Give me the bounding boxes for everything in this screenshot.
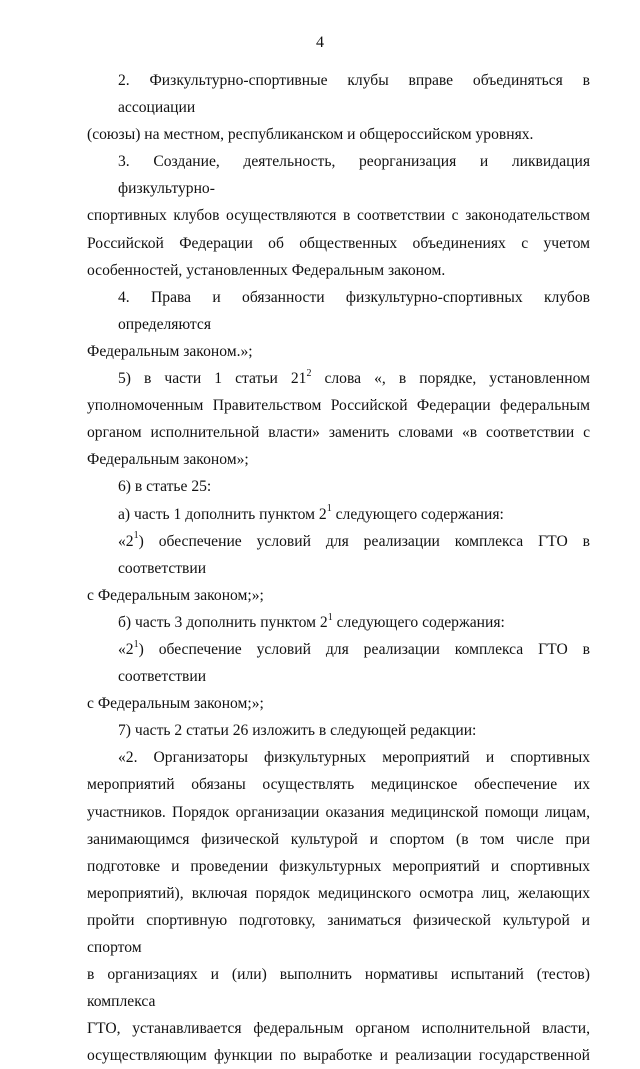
text-line: мероприятий), включая порядок медицинского осмотра лиц, желающих xyxy=(87,884,590,902)
text-line: 2. Физкультурно-спортивные клубы вправе объединяться в ассоциации xyxy=(118,72,590,117)
text-line xyxy=(87,528,590,582)
paragraph-quote-2-1-second xyxy=(87,636,590,717)
text-line: 3. Создание, деятельность, реорганизация и ликвидация физкультурно- xyxy=(118,153,590,198)
paragraph-b-part-3 xyxy=(87,609,590,636)
text-line xyxy=(87,501,590,528)
superscript: 1 xyxy=(326,503,332,515)
text-line: в организациях и (или) выполнить нормативы испытаний (тестов) комплекса xyxy=(87,966,590,1011)
text-fragment: «2 xyxy=(118,640,134,658)
text-line: подготовке и проведении физкультурных мероприятий и спортивных xyxy=(87,857,590,875)
paragraph-7-article-26 xyxy=(87,717,590,744)
paragraph-a-part-1 xyxy=(87,501,590,528)
text-line: «2. Организаторы физкультурных мероприятий и спортивных xyxy=(118,749,590,767)
text-fragment: б) часть 3 дополнить пунктом 2 xyxy=(118,613,328,631)
text-line: с Федеральным законом;»; xyxy=(87,586,264,604)
text-line: Федеральным законом.»; xyxy=(87,342,253,360)
paragraph-6-article-25 xyxy=(87,473,590,500)
text-line: 7) часть 2 статьи 26 изложить в следующей редакции: xyxy=(118,722,477,740)
paragraph-quote-organizers xyxy=(87,744,590,1069)
paragraph-4-rights xyxy=(87,284,590,365)
superscript: 1 xyxy=(133,638,139,650)
text-line: 4. Права и обязанности физкультурно-спортивных клубов определяются xyxy=(118,288,590,333)
text-fragment: следующего содержания: xyxy=(331,505,504,523)
paragraph-2-associations xyxy=(87,67,590,148)
text-line: мероприятий обязаны осуществлять медицинское обеспечение их xyxy=(87,776,590,794)
text-line: органом исполнительной власти» заменить словами «в соответствии с xyxy=(87,424,590,442)
text-fragment: слова «, в порядке, установленном xyxy=(311,370,590,388)
text-line: 6) в статье 25: xyxy=(118,478,212,496)
text-line: занимающимся физической культурой и спортом (в том числе при xyxy=(87,830,590,848)
text-line: пройти спортивную подготовку, заниматься физической культурой и спортом xyxy=(87,911,590,956)
paragraph-5-article-21 xyxy=(87,365,590,473)
text-line: Российской Федерации об общественных объединениях с учетом xyxy=(87,234,590,252)
paragraph-quote-2-1-first xyxy=(87,528,590,609)
text-fragment: 5) в части 1 статьи 21 xyxy=(118,370,307,388)
text-line xyxy=(87,365,590,392)
text-fragment: «2 xyxy=(118,532,134,550)
text-line: (союзы) на местном, республиканском и общероссийском уровнях. xyxy=(87,126,534,144)
document-body xyxy=(87,67,590,1069)
text-line: участников. Порядок организации оказания медицинской помощи лицам, xyxy=(87,803,590,821)
superscript: 1 xyxy=(327,611,333,623)
text-line: уполномоченным Правительством Российской Федерации федеральным xyxy=(87,397,590,415)
superscript: 1 xyxy=(133,530,139,542)
text-fragment: следующего содержания: xyxy=(332,613,505,631)
text-line xyxy=(87,609,590,636)
text-line: Федеральным законом»; xyxy=(87,451,249,469)
paragraph-3-creation xyxy=(87,148,590,283)
text-fragment: ) обеспечение условий для реализации комплекса ГТО в соответствии xyxy=(118,532,590,577)
text-fragment: ) обеспечение условий для реализации комплекса ГТО в соответствии xyxy=(118,640,590,686)
text-line: особенностей, установленных Федеральным законом. xyxy=(87,261,446,279)
text-line xyxy=(87,636,590,690)
text-line: спортивных клубов осуществляются в соответствии с законодательством xyxy=(87,207,590,225)
text-fragment: а) часть 1 дополнить пунктом 2 xyxy=(118,505,327,523)
text-line: с Федеральным законом;»; xyxy=(87,695,264,713)
text-line: ГТО, устанавливается федеральным органом исполнительной власти, xyxy=(87,1020,590,1038)
superscript: 2 xyxy=(306,367,312,379)
page-number: 4 xyxy=(316,34,324,51)
text-line: осуществляющим функции по выработке и реализации государственной xyxy=(87,1047,590,1065)
